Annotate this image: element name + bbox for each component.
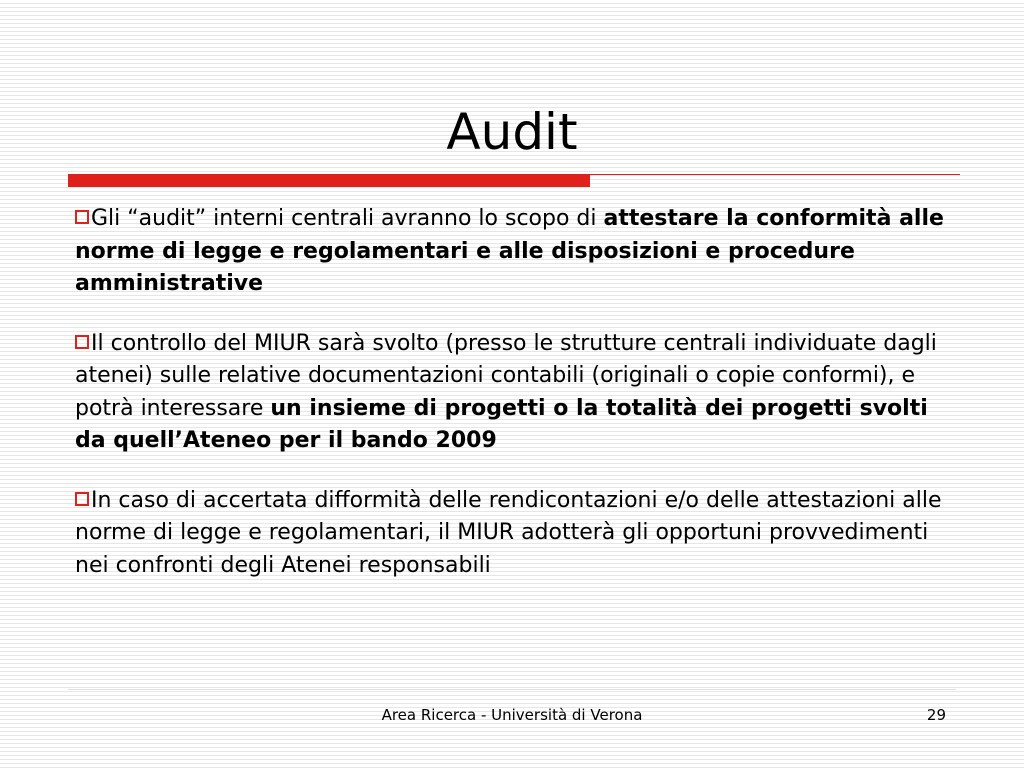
square-bullet-icon (75, 210, 89, 224)
bullet-item-nonconformity (75, 485, 950, 583)
slide-title: Audit (446, 103, 578, 161)
footer-rule (68, 689, 956, 690)
square-bullet-icon (75, 335, 89, 349)
bullet-item-audit-purpose (75, 203, 950, 301)
bullet-bold-text: un insieme di progetti o la totalità dei progetti svolti da quell’Ateneo per il bando 2009 (75, 395, 928, 453)
bullet-text: Gli “audit” interni centrali avranno lo scopo di (91, 206, 604, 231)
bullet-bold-text: attestare la conformità alle norme di legge e regolamentari e alle disposizioni e procedure amministrative (75, 206, 944, 296)
bullet-item-miur-control (75, 328, 950, 458)
square-bullet-icon (75, 492, 89, 506)
bullet-text: Il controllo del MIUR sarà svolto (presso le strutture centrali individuate dagli atenei) sulle relative documentazioni contabili (originali o copie conformi), e potrà interessare (75, 330, 937, 421)
bullet-text: In caso di accertata difformità delle rendicontazioni e/o delle attestazioni alle norme di legge e regolamentari, il MIUR adotterà gli opportuni provvedimenti nei confronti degli Atenei responsabili (75, 487, 942, 578)
page-number: 29 (926, 706, 946, 724)
bullet-list (75, 203, 950, 609)
footer-text: Area Ricerca - Università di Verona (381, 706, 643, 724)
title-rule-bar (68, 175, 590, 187)
